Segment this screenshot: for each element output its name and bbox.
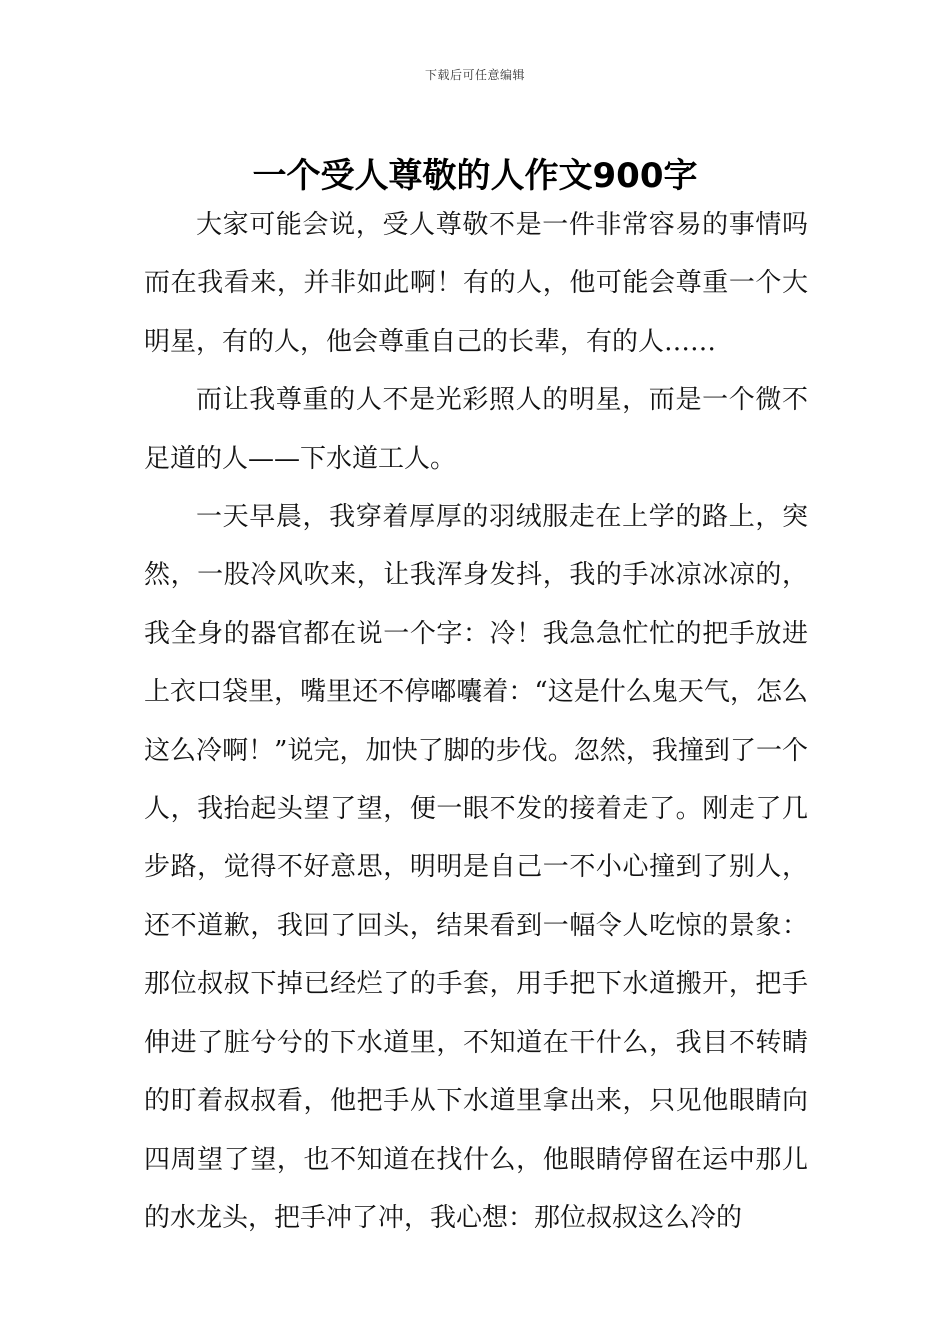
paragraph-2: 而让我尊重的人不是光彩照人的明星，而是一个微不足道的人——下水道工人。	[144, 385, 808, 474]
header-note: 下载后可任意编辑	[424, 68, 525, 82]
document-title: 一个受人尊敬的人作文900字	[252, 155, 698, 196]
paragraph-1: 大家可能会说，受人尊敬不是一件非常容易的事情吗而在我看来，并非如此啊！有的人，他可能会尊重一个大明星，有的人，他会尊重自己的长辈，有的人……	[144, 210, 808, 357]
essay-body	[144, 196, 808, 1247]
paragraph-3: 一天早晨，我穿着厚厚的羽绒服走在上学的路上，突然，一股冷风吹来，让我浑身发抖，我的手冰凉冰凉的，我全身的器官都在说一个字：冷！我急急忙忙的把手放进上衣口袋里，嘴里还不停嘟囔着：“这是什么鬼天气，怎么这么冷啊！”说完，加快了脚的步伐。忽然，我撞到了一个人，我抬起头望了望，便一眼不发的接着走了。刚走了几步路，觉得不好意思，明明是自己一不小心撞到了别人，还不道歉，我回了回头，结果看到一幅令人吃惊的景象：那位叔叔下掉已经烂了的手套，用手把下水道搬开，把手伸进了脏兮兮的下水道里，不知道在干什么，我目不转睛的盯着叔叔看，他把手从下水道里拿出来，只见他眼睛向四周望了望，也不知道在找什么，他眼睛停留在运中那儿的水龙头，把手冲了冲，我心想：那位叔叔这么冷的	[144, 502, 808, 1233]
